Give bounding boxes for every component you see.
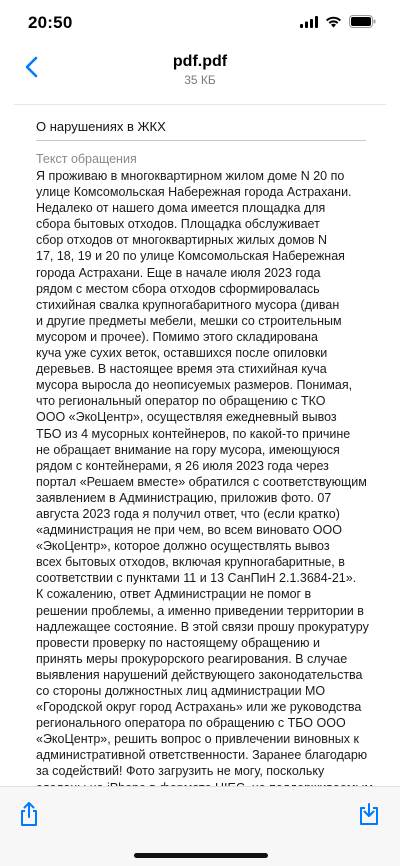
nav-bar: [0, 48, 400, 98]
body-line: выявления нарушений действующего законодательства: [36, 667, 363, 682]
bottom-toolbar: [0, 786, 400, 866]
body-line: ТБО из 4 мусорных контейнеров, по какой-то причине: [36, 426, 351, 441]
status-bar: [0, 0, 400, 48]
body-line: Недалеко от нашего дома имеется площадка для: [36, 201, 326, 216]
body-line: мусора выросла до неописуемых размеров. Понимая,: [36, 378, 353, 393]
document-page: [14, 104, 386, 784]
body-line: августа 2023 года я получил ответ, что (если кратко): [36, 506, 340, 521]
body-line: 17, 18, 19 и 20 по улице Комсомольская Набережная: [36, 249, 345, 264]
body-line: стихийная свалка крупногабаритного мусора (диван: [36, 297, 340, 312]
body-line: не обращает внимание на гору мусора, имеющуюся: [36, 442, 340, 457]
status-time: 20:50: [28, 13, 73, 32]
body-line: надлежащее состояние. В этой связи прошу прокуратуру: [36, 619, 369, 634]
body-line: «ЭкоЦентр», решить вопрос о привлечении виновных к: [36, 732, 359, 747]
body-line: провести проверку по настоящему обращению и: [36, 635, 320, 650]
body-line: рядом с местом сбора отходов сформировалась: [36, 281, 320, 296]
battery-icon: [349, 15, 376, 28]
share-button[interactable]: [14, 801, 44, 831]
cellular-signal-icon: [300, 16, 318, 28]
body-line: административной ответственности. Заранее благодарю: [36, 748, 368, 763]
body-line: регионального оператора по обращению с ТБО ООО: [36, 716, 346, 731]
body-line: за содействий! Фото загрузить не могу, поскольку: [36, 764, 325, 779]
appeal-body-text: [36, 168, 374, 812]
body-line: улице Комсомольская Набережная города Астрахани.: [36, 185, 352, 200]
status-icons: [300, 15, 376, 28]
body-line: рядом с контейнерами, я 26 июля 2023 года через: [36, 458, 329, 473]
body-line: К сожалению, ответ Администрации не помог в: [36, 587, 312, 602]
appeal-body-label: Текст обращения: [36, 152, 137, 166]
home-indicator: [134, 853, 268, 858]
body-line: Я проживаю в многоквартирном жилом доме N 20 по: [36, 169, 345, 183]
body-line: города Астрахани. Еще в начале июля 2023 года: [36, 265, 321, 280]
download-icon: [358, 802, 380, 831]
document-viewer[interactable]: [0, 100, 400, 786]
file-size: 35 КБ: [184, 73, 216, 87]
body-line: решении проблемы, а именно приведении территории в: [36, 603, 364, 618]
body-line: со стороны должностных лиц администрации МО: [36, 684, 326, 698]
body-line: деревьев. В настоящее время эта стихийная куча: [36, 362, 327, 377]
body-line: что региональный оператор по обращению с ТКО: [36, 394, 326, 409]
body-line: ООО «ЭкоЦентр», осуществляя ежедневный вывоз: [36, 410, 337, 425]
body-line: сбора бытовых отходов. Площадка обслуживает: [36, 217, 320, 232]
body-line: соответствии с пунктами 11 и 13 СанПиН 2.1.3684-21».: [36, 571, 357, 586]
appeal-subject: О нарушениях в ЖКХ: [36, 119, 366, 141]
body-line: принять меры прокурорского реагирования. В случае: [36, 651, 348, 666]
body-line: заявлением в Администрацию, приложив фото. 07: [36, 490, 332, 505]
body-line: всех бытовых отходов, включая крупногабаритные, в: [36, 555, 345, 570]
body-line: сбор отходов от многоквартирных жилых домов N: [36, 233, 328, 248]
file-title: pdf.pdf: [172, 53, 228, 70]
wifi-icon: [325, 16, 342, 28]
body-line: куча уже сухих веток, оставшихся после опиловки: [36, 346, 328, 361]
share-icon: [19, 801, 39, 832]
body-line: «администрация не при чем, во всем виновато ООО: [36, 523, 342, 538]
body-line: мусором и прочее). Помимо этого складирована: [36, 329, 319, 344]
body-line: «ЭкоЦентр», которое должно осуществлять вывоз: [36, 539, 330, 554]
body-line: портал «Решаем вместе» обратился с соответствующим: [36, 474, 367, 489]
save-button[interactable]: [354, 801, 384, 831]
body-line: «Городской округ город Астрахань» или же руководства: [36, 700, 362, 715]
body-line: и другие предметы мебели, мешки со строительным: [36, 313, 342, 328]
